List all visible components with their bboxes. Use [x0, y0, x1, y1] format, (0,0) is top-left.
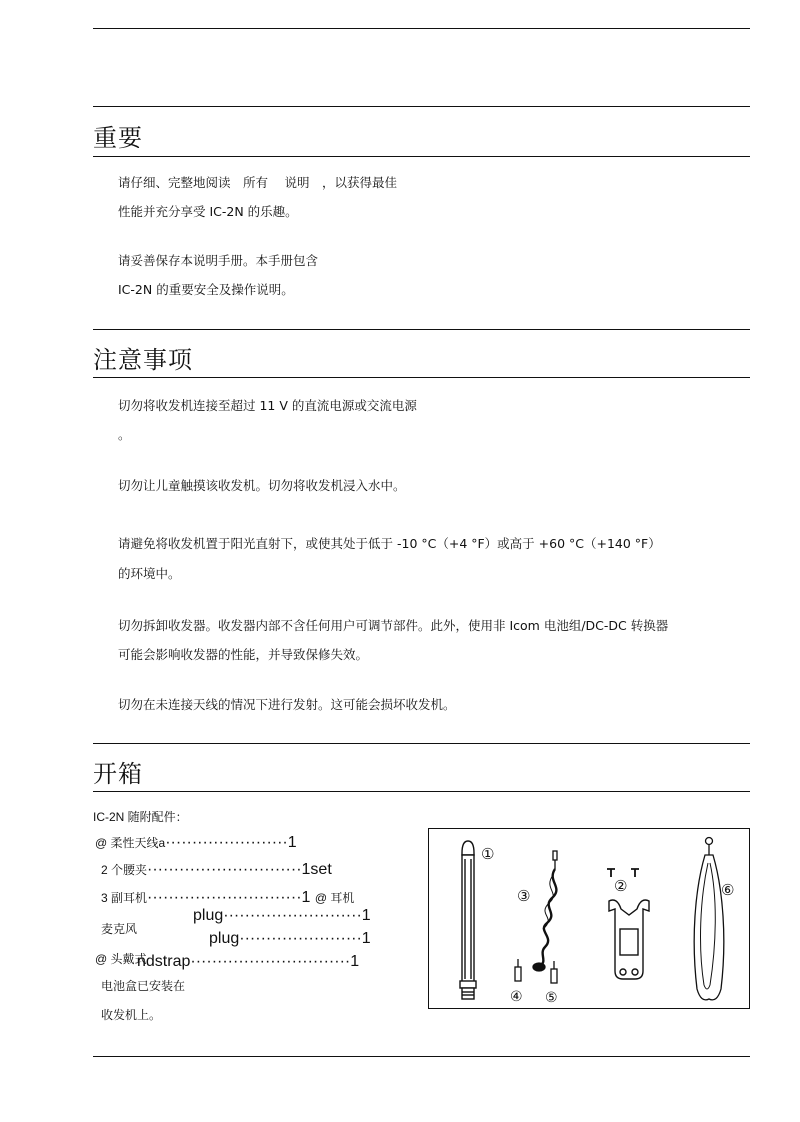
section-rule-bottom — [93, 156, 750, 157]
accessory-belt-clip — [101, 861, 332, 879]
caution-item3-line1: 请避免将收发机置于阳光直射下，或使其处于低于 -10 °C（+4 °F）或高于 +60 °C（+140 °F） — [118, 536, 661, 551]
section-rule-top — [93, 743, 750, 744]
caution-item5: 切勿在未连接天线的情况下进行发射。这可能会损坏收发机。 — [118, 697, 456, 712]
leader-dots: ······················· — [239, 930, 362, 947]
accessory-plug-1 — [193, 907, 371, 925]
unpacking-intro: IC-2N 随附配件： — [93, 810, 188, 824]
leader-dots: ····························· — [147, 861, 302, 878]
callout-6: ⑥ — [721, 881, 735, 899]
leader-dots: ····························· — [147, 889, 302, 906]
accessory-plug-2 — [209, 930, 371, 948]
callout-4: ④ — [510, 989, 523, 1005]
accessories-illustration — [429, 829, 749, 1008]
section-rule-top — [93, 329, 750, 330]
accessory-label: plug — [209, 930, 240, 947]
caution-item1-line2: 。 — [118, 427, 131, 442]
top-rule — [93, 28, 750, 29]
accessory-earphone — [101, 889, 354, 907]
leader-dots: ······························ — [190, 953, 351, 970]
accessory-qty: 1 — [301, 889, 311, 906]
accessory-label: @ 柔性天线a — [95, 836, 166, 850]
section-rule-top — [93, 106, 750, 107]
accessory-label: 3 副耳机 — [101, 891, 148, 905]
accessory-qty: 1set — [301, 861, 332, 878]
accessory-qty: 1 — [287, 834, 297, 851]
accessory-label: 2 个腰夹 — [101, 863, 148, 877]
leader-dots: ·························· — [223, 907, 362, 924]
accessories-figure — [428, 828, 750, 1009]
accessory-suffix: @ 耳机 — [314, 891, 355, 905]
accessory-mic-prefix: 麦克风 — [101, 922, 138, 936]
earphone-drawing — [533, 851, 557, 971]
handstrap-drawing — [694, 838, 724, 1000]
antenna-drawing — [460, 841, 476, 999]
bottom-rule — [93, 1056, 750, 1057]
caution-item2: 切勿让儿童触摸该收发机。切勿将收发机浸入水中。 — [118, 478, 406, 493]
section-rule-bottom — [93, 791, 750, 792]
accessory-qty: 1 — [361, 930, 371, 947]
leader-dots: ······················· — [165, 834, 288, 851]
accessory-antenna — [95, 834, 297, 852]
important-para1-line1: 请仔细、完整地阅读 所有 说明 ，以获得最佳 — [118, 175, 397, 190]
accessory-handstrap — [137, 953, 359, 971]
callout-5: ⑤ — [545, 990, 558, 1006]
plug-drawing-4 — [515, 959, 521, 981]
accessory-label: plug — [193, 907, 224, 924]
callout-1: ① — [481, 845, 495, 863]
section-title-important: 重要 — [93, 124, 143, 152]
caution-item1-line1: 切勿将收发机连接至超过 11 V 的直流电源或交流电源 — [118, 398, 417, 413]
important-para2-line2: IC-2N 的重要安全及操作说明。 — [118, 282, 294, 297]
caution-item4-line2: 可能会影响收发器的性能，并导致保修失效。 — [118, 647, 369, 662]
accessory-handstrap-prefix: @ 头戴式 — [95, 952, 147, 966]
accessory-qty: 1 — [361, 907, 371, 924]
accessory-label: ndstrap — [137, 953, 191, 970]
battery-note-line1: 电池盒已安装在 — [101, 979, 186, 993]
section-title-caution: 注意事项 — [93, 346, 193, 374]
plug-drawing-5 — [551, 961, 557, 983]
callout-2: ② — [614, 877, 628, 895]
caution-item4-line1: 切勿拆卸收发器。收发器内部不含任何用户可调节部件。此外，使用非 Icom 电池组/DC-DC 转换器 — [118, 618, 669, 633]
important-para2-line1: 请妥善保存本说明手册。本手册包含 — [118, 253, 319, 268]
callout-3: ③ — [517, 887, 531, 905]
section-title-unpacking: 开箱 — [93, 760, 143, 788]
accessory-qty: 1 — [350, 953, 360, 970]
battery-note-line2: 收发机上。 — [101, 1008, 162, 1022]
important-para1-line2: 性能并充分享受 IC-2N 的乐趣。 — [118, 204, 298, 219]
caution-item3-line2: 的环境中。 — [118, 566, 181, 581]
section-rule-bottom — [93, 377, 750, 378]
